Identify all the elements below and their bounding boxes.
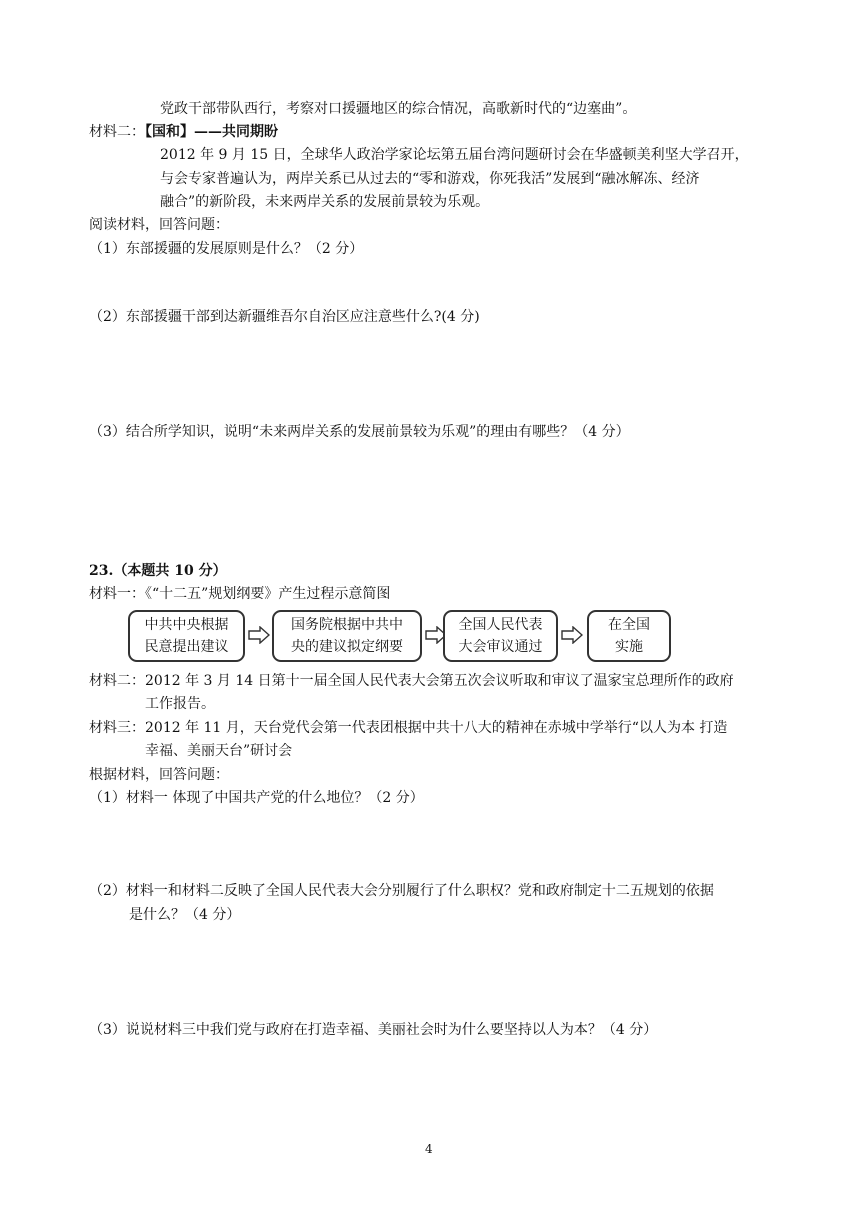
paragraph-line: 幸福、美丽天台”研讨会 — [145, 743, 293, 759]
flow-step-text: 在全国 — [608, 617, 650, 633]
flow-step-text: 全国人民代表 — [458, 617, 543, 633]
paragraph-line: 是什么？（4 分） — [129, 907, 241, 923]
page-number: 4 — [425, 1142, 433, 1156]
process-flowchart — [128, 610, 673, 668]
flow-step-4 — [587, 610, 671, 662]
paragraph-line: 与会专家普遍认为，两岸关系已从过去的“零和游戏，你死我活”发展到“融冰解冻、经济 — [160, 171, 700, 187]
question-3: （3）结合所学知识，说明“未来两岸关系的发展前景较为乐观”的理由有哪些？（4 分） — [89, 424, 630, 440]
flow-step-text: 中共中央根据 — [144, 617, 229, 633]
flow-step-text: 实施 — [615, 639, 643, 655]
flow-step-3 — [443, 610, 558, 662]
question-b2: （2）材料一和材料二反映了全国人民代表大会分别履行了什么职权？党和政府制定十二五规划的依据 — [89, 883, 714, 899]
paragraph-line: 党政干部带队西行，考察对口援疆地区的综合情况，高歌新时代的“边塞曲”。 — [160, 101, 637, 117]
flow-step-2 — [272, 610, 422, 662]
question-1: （1）东部援疆的发展原则是什么？（2 分） — [89, 241, 364, 257]
question-2: （2）东部援疆干部到达新疆维吾尔自治区应注意些什么?(4 分) — [89, 309, 480, 325]
flow-step-1 — [128, 610, 245, 662]
material-two-line — [89, 121, 278, 143]
material-two-b: 材料二：2012 年 3 月 14 日第十一届全国人民代表大会第五次会议听取和审议了温家宝总理所作的政府 — [89, 673, 734, 689]
question-b3: （3）说说材料三中我们党与政府在打造幸福、美丽社会时为什么要坚持以人为本？（4 分） — [89, 1022, 658, 1038]
flow-step-text: 国务院根据中共中 — [291, 617, 403, 633]
flow-step-text: 央的建议拟定纲要 — [291, 639, 403, 655]
question-b1: （1）材料一 体现了中国共产党的什么地位？（2 分） — [89, 790, 424, 806]
material-label: 材料二： — [89, 124, 145, 140]
paragraph-line: 融合”的新阶段，未来两岸关系的发展前景较为乐观。 — [160, 194, 490, 210]
section-heading: 23.（本题共 10 分） — [89, 563, 227, 579]
material-one-line: 材料一：《“十二五”规划纲要》产生过程示意简图 — [89, 586, 391, 602]
material-title: 【国和】——共同期盼 — [145, 124, 278, 140]
paragraph-line: 2012 年 9 月 15 日，全球华人政治学家论坛第五届台湾问题研讨会在华盛顿美利坚大学召开， — [160, 147, 749, 163]
instruction-line: 根据材料，回答问题： — [89, 767, 229, 783]
flow-step-text: 民意提出建议 — [144, 639, 229, 655]
paragraph-line: 工作报告。 — [145, 696, 215, 712]
arrow-right-icon — [561, 626, 583, 644]
instruction-line: 阅读材料，回答问题： — [89, 217, 229, 233]
material-three: 材料三：2012 年 11 月，天台党代会第一代表团根据中共十八大的精神在赤城中学举行“以人为本 打造 — [89, 720, 728, 736]
arrow-right-icon — [248, 626, 270, 644]
flow-step-text: 大会审议通过 — [458, 639, 543, 655]
